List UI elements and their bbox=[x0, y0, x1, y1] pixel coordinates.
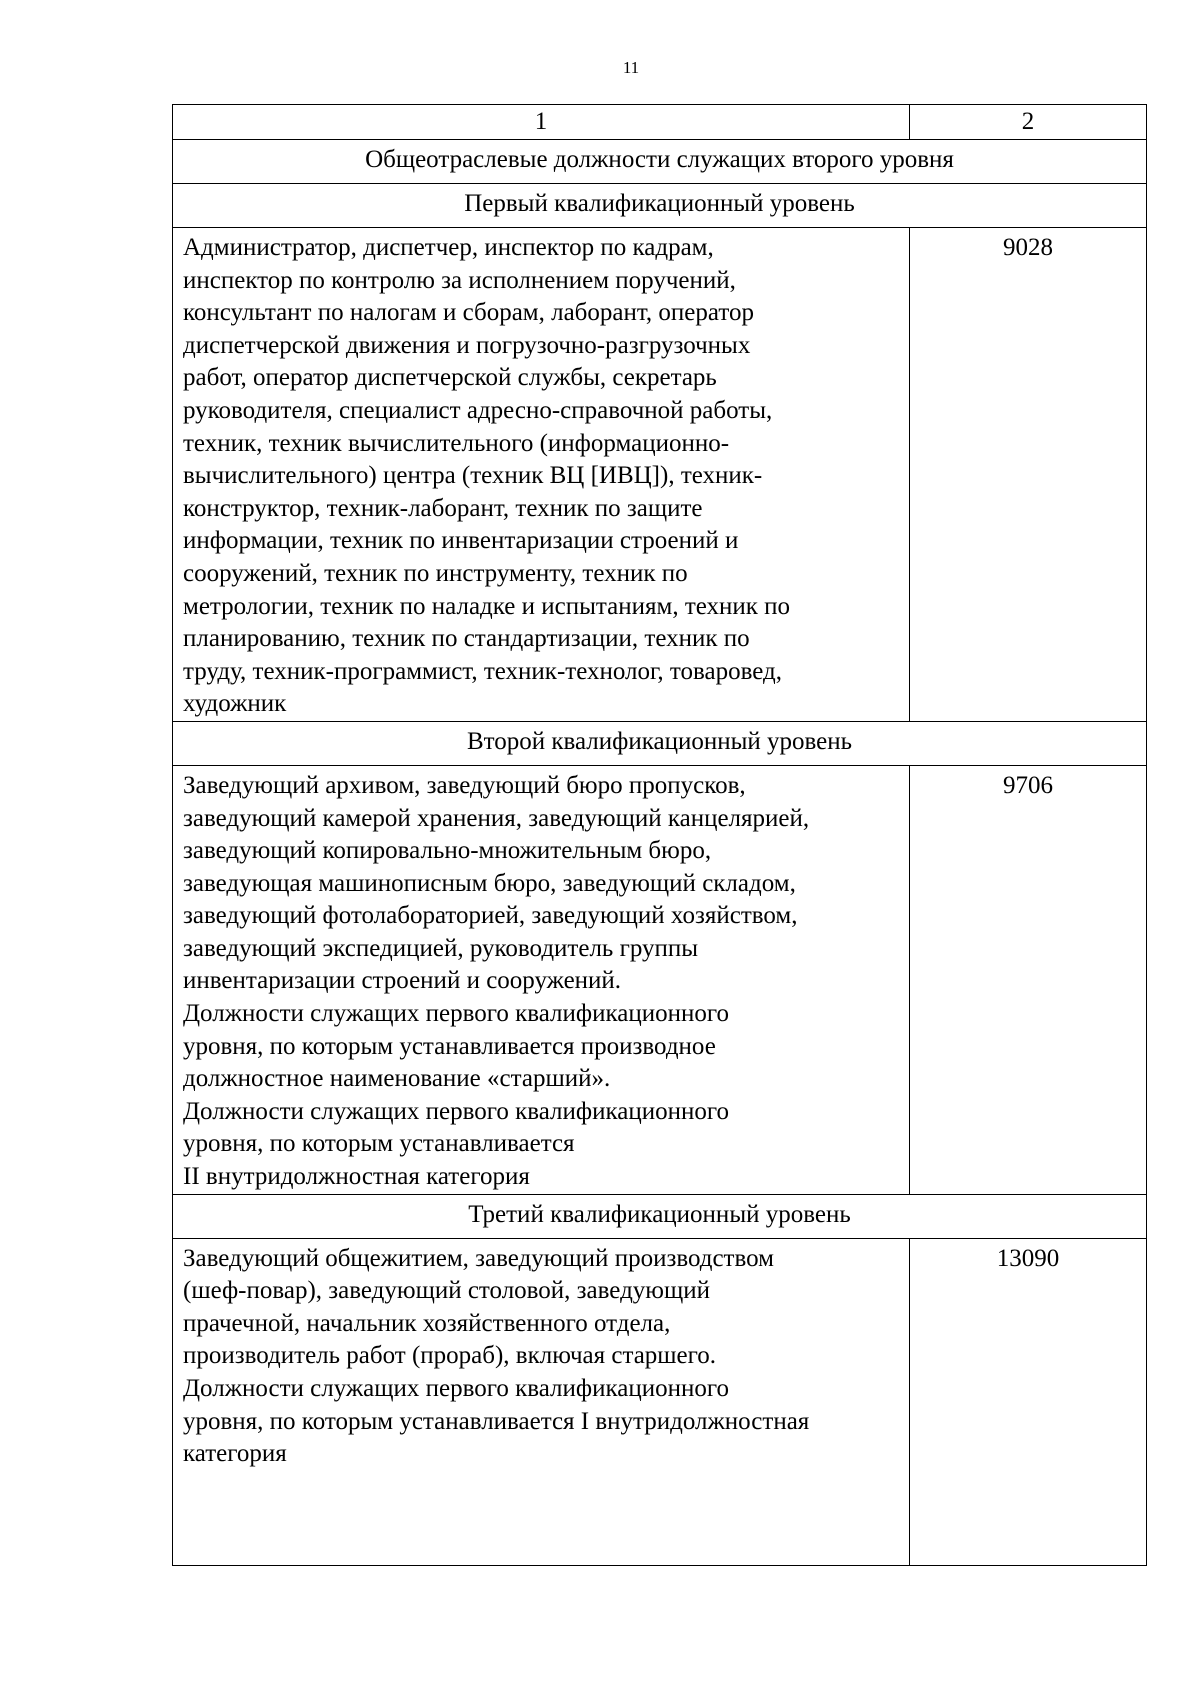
description-line: руководителя, специалист адресно-справочной работы, bbox=[183, 396, 773, 424]
description-line: художник bbox=[183, 690, 287, 718]
description-line: заведующий фотолабораторией, заведующий хозяйством, bbox=[183, 902, 798, 930]
description-line: заведующий камерой хранения, заведующий канцелярией, bbox=[183, 804, 810, 832]
description-line: диспетчерской движения и погрузочно-разгрузочных bbox=[183, 331, 751, 359]
table-row bbox=[173, 765, 1147, 1194]
description-line: должностное наименование «старший». bbox=[183, 1065, 611, 1093]
description-line: уровня, по которым устанавливается производное bbox=[183, 1032, 716, 1060]
description-line: категория bbox=[183, 1440, 287, 1468]
description-line: уровня, по которым устанавливается bbox=[183, 1130, 575, 1158]
description-line: труду, техник-программист, техник-технолог, товаровед, bbox=[183, 657, 782, 685]
description-line: прачечной, начальник хозяйственного отдела, bbox=[183, 1309, 671, 1337]
description-line: консультант по налогам и сборам, лаборант, оператор bbox=[183, 299, 754, 327]
description-line: Заведующий архивом, заведующий бюро пропусков, bbox=[183, 771, 746, 799]
description-line: II внутридолжностная категория bbox=[183, 1163, 530, 1191]
level-heading-1: Первый квалификационный уровень bbox=[173, 184, 1147, 228]
description-line: вычислительного) центра (техник ВЦ [ИВЦ]), техник- bbox=[183, 462, 763, 490]
description-line: заведующий экспедицией, руководитель группы bbox=[183, 934, 699, 962]
salary-value: 13090 bbox=[910, 1238, 1147, 1565]
description-line: Должности служащих первого квалификационного bbox=[183, 1375, 729, 1402]
column-header-1: 1 bbox=[173, 105, 910, 140]
description-line: Должности служащих первого квалификационного bbox=[183, 1097, 729, 1125]
table-row bbox=[173, 1238, 1147, 1565]
table-title: Общеотраслевые должности служащих второго уровня bbox=[173, 140, 1147, 184]
salary-value: 9028 bbox=[910, 228, 1147, 722]
positions-cell bbox=[173, 1238, 910, 1565]
level-heading-row bbox=[173, 721, 1147, 765]
level-heading-2: Второй квалификационный уровень bbox=[173, 721, 1147, 765]
positions-cell bbox=[173, 765, 910, 1194]
positions-cell bbox=[173, 228, 910, 722]
description-line: сооружений, техник по инструменту, техник по bbox=[183, 559, 688, 587]
description-line: уровня, по которым устанавливается I внутридолжностная bbox=[183, 1407, 810, 1435]
description-line: инвентаризации строений и сооружений. bbox=[183, 967, 622, 995]
description-line: инспектор по контролю за исполнением поручений, bbox=[183, 266, 736, 294]
column-header-2: 2 bbox=[910, 105, 1147, 140]
level-heading-3: Третий квалификационный уровень bbox=[173, 1194, 1147, 1238]
salary-value: 9706 bbox=[910, 765, 1147, 1194]
salary-table bbox=[172, 104, 1147, 1566]
page-number: 11 bbox=[622, 58, 640, 77]
description-line: Должности служащих первого квалификационного bbox=[183, 1000, 729, 1028]
description-line: производитель работ (прораб), включая старшего. bbox=[183, 1342, 717, 1370]
description-line: заведующая машинописным бюро, заведующий складом, bbox=[183, 869, 796, 897]
description-line: (шеф-повар), заведующий столовой, заведующий bbox=[183, 1277, 710, 1305]
description-line: работ, оператор диспетчерской службы, секретарь bbox=[183, 364, 717, 392]
description-line: метрологии, техник по наладке и испытаниям, техник по bbox=[183, 592, 791, 620]
description-line: планированию, техник по стандартизации, техник по bbox=[183, 625, 750, 653]
table-row bbox=[173, 228, 1147, 722]
table-title-row bbox=[173, 140, 1147, 184]
description-line: информации, техник по инвентаризации строений и bbox=[183, 527, 739, 555]
description-line: техник, техник вычислительного (информационно- bbox=[183, 429, 730, 457]
level-heading-row bbox=[173, 184, 1147, 228]
level-heading-row bbox=[173, 1194, 1147, 1238]
description-line: заведующий копировально-множительным бюро, bbox=[183, 837, 712, 865]
description-line: конструктор, техник-лаборант, техник по защите bbox=[183, 494, 703, 522]
description-line: Администратор, диспетчер, инспектор по кадрам, bbox=[183, 234, 714, 261]
column-number-row bbox=[173, 105, 1147, 140]
description-line: Заведующий общежитием, заведующий производством bbox=[183, 1244, 774, 1272]
